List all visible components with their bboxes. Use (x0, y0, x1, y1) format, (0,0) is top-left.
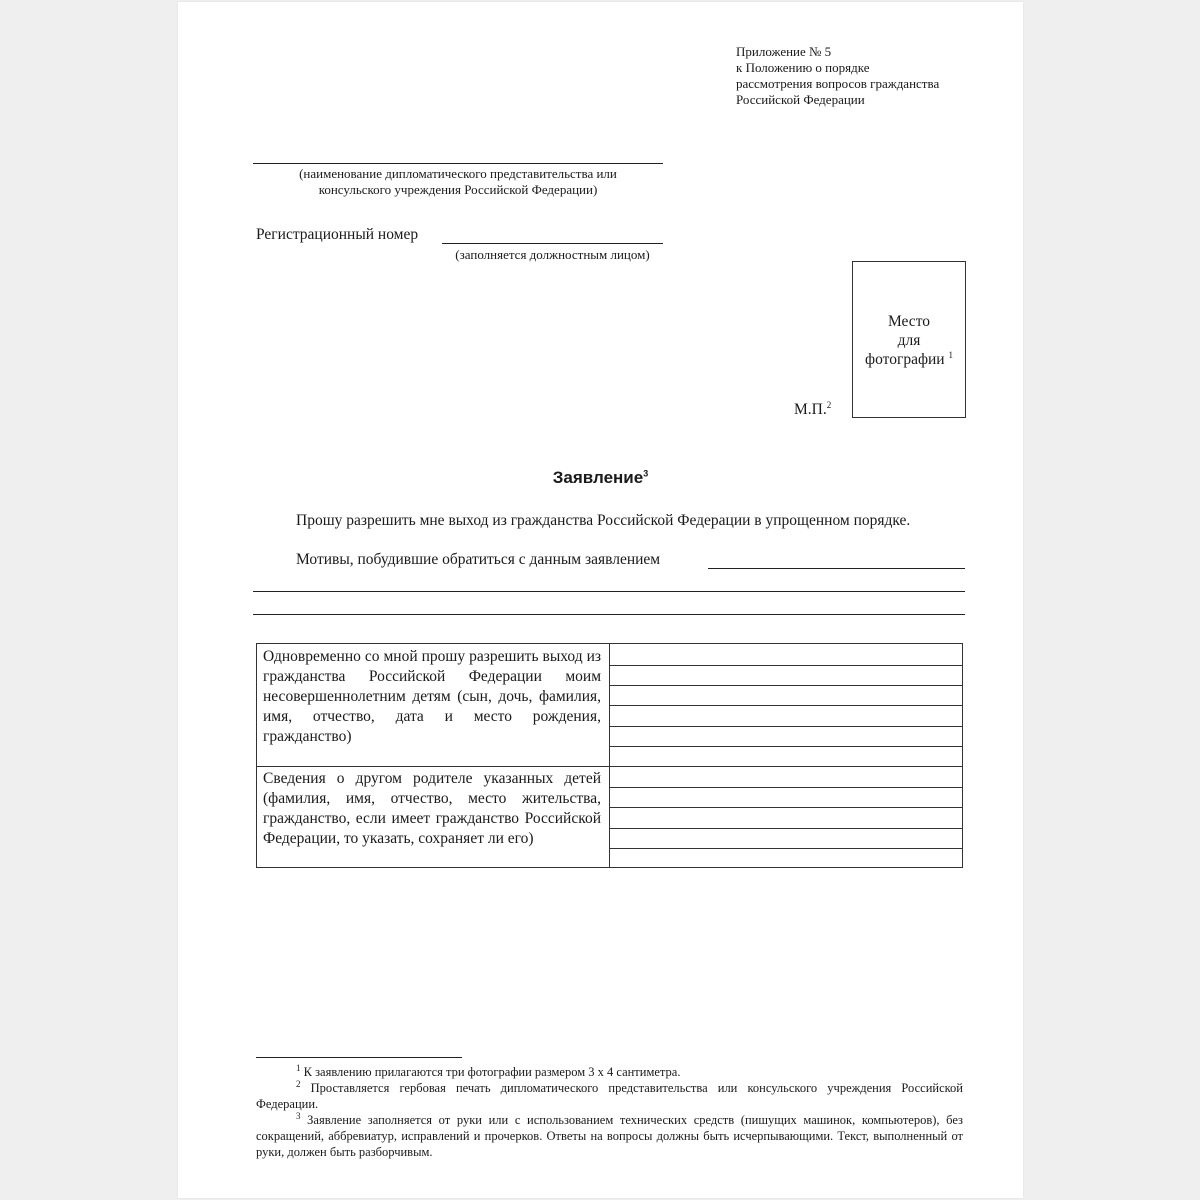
footnote-mark: 2 (296, 1078, 301, 1089)
photo-label (853, 312, 965, 369)
photo-box[interactable] (852, 261, 966, 418)
footnote-mark: 1 (948, 349, 953, 360)
table-row-line (609, 705, 962, 706)
caption-line: консульского учреждения Российской Федерации) (318, 182, 598, 197)
footnote (256, 1080, 963, 1112)
footnote-text: Заявление заполняется от руки или с использованием технических средств (пишущих машинок, компьютеров), без сокращений, аббревиатур, исправлений и прочерков. Ответы на вопросы должны быть исчерпывающими. Текст, выполненный от руки, должен быть разборчивым. (256, 1113, 963, 1159)
request-paragraph: Прошу разрешить мне выход из гражданства Российской Федерации в упрощенном порядке. (296, 512, 911, 529)
reg-number-label: Регистрационный номер (256, 226, 419, 243)
table-row-line (609, 787, 962, 788)
motives-label: Мотивы, побудившие обратиться с данным заявлением (296, 551, 661, 568)
appendix-line: Российской Федерации (736, 92, 865, 107)
table-column-divider (609, 644, 610, 867)
table-row-line (609, 807, 962, 808)
photo-line: для (897, 332, 921, 349)
table-row-line (609, 848, 962, 849)
children-description: Одновременно со мной прошу разрешить выход из гражданства Российской Федерации моим несовершеннолетним детям (сын, дочь, фамилия, имя, отчество, дата и место рождения, гражданство) (263, 648, 601, 745)
mission-name-line[interactable] (253, 163, 663, 164)
footnote-mark: 1 (296, 1062, 301, 1073)
appendix-line: к Положению о порядке (736, 60, 870, 75)
motives-line[interactable] (253, 614, 965, 615)
footnote-mark: 2 (826, 399, 832, 410)
footnote-mark: 3 (296, 1110, 301, 1121)
title-text: Заявление (552, 468, 644, 487)
table-row-line (609, 828, 962, 829)
photo-line: фотографии (865, 351, 945, 368)
table-row-line (609, 726, 962, 727)
footnote (256, 1112, 963, 1160)
footnote-text: Проставляется гербовая печать дипломатического представительства или консульского учреждения Российской Федерации. (256, 1081, 963, 1111)
footnote-separator (256, 1057, 462, 1058)
mission-name-caption (253, 166, 663, 198)
reg-number-line[interactable] (442, 243, 663, 244)
footnote-mark: 3 (643, 468, 649, 479)
children-table (256, 643, 963, 868)
seal-label: М.П. (794, 401, 827, 418)
table-row-line (609, 685, 962, 686)
motives-line[interactable] (708, 568, 965, 569)
photo-line-with-mark (853, 350, 965, 369)
footnote (256, 1064, 963, 1080)
document-page (178, 2, 1023, 1198)
page-title (178, 468, 1023, 488)
appendix-line: рассмотрения вопросов гражданства (736, 76, 940, 91)
appendix-line: Приложение № 5 (736, 44, 832, 59)
footnotes (256, 1064, 963, 1160)
table-section-divider (257, 766, 962, 767)
motives-line[interactable] (253, 591, 965, 592)
table-row-line (609, 746, 962, 747)
caption-line: (наименование дипломатического представительства или (299, 166, 617, 181)
appendix-header (736, 44, 996, 108)
other-parent-description: Сведения о другом родителе указанных детей (фамилия, имя, отчество, место жительства, гражданство, если имеет гражданство Российской Федерации, то указать, сохраняет ли его) (263, 770, 601, 847)
photo-line: Место (887, 313, 931, 330)
seal-label-wrap (794, 400, 831, 420)
reg-number-caption: (заполняется должностным лицом) (455, 247, 650, 262)
footnote-text: К заявлению прилагаются три фотографии размером 3 х 4 сантиметра. (303, 1065, 681, 1079)
table-row-line (609, 665, 962, 666)
